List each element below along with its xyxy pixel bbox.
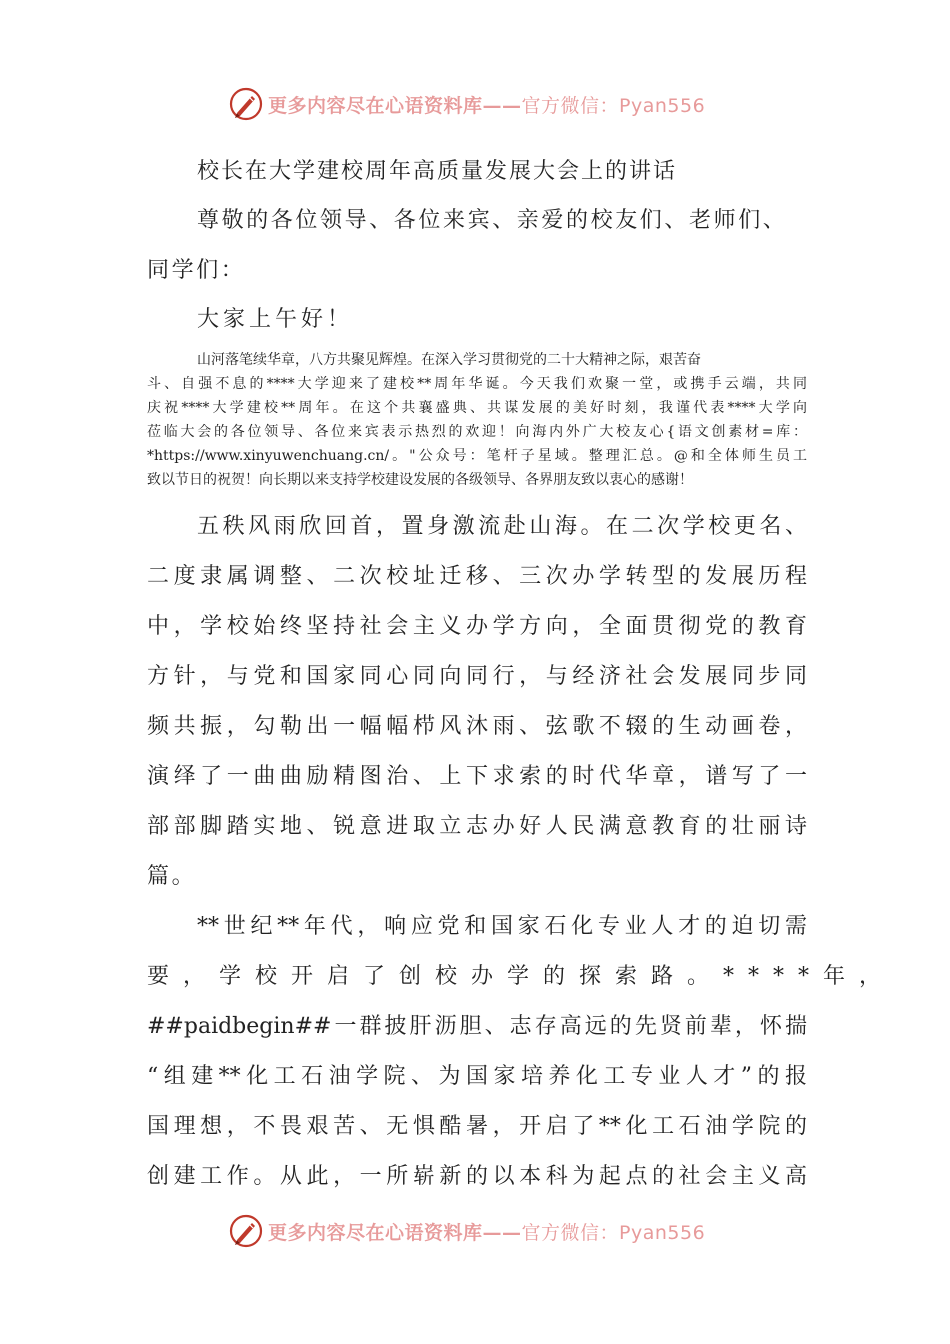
footer-banner-main: 更多内容尽在心语资料库—— — [268, 1221, 522, 1244]
header-banner — [228, 84, 748, 124]
salutation-line-2: 同学们： — [147, 258, 246, 283]
footer-banner-text — [268, 1218, 705, 1245]
document-body — [147, 148, 896, 1202]
para1-line: 五秩风雨欣回首，置身激流赴山海。在二次学校更名、 — [197, 514, 807, 539]
intro-line: 庆祝****大学建校**周年。在这个共襄盛典、共谋发展的美好时刻，我谨代表****大学向 — [147, 400, 807, 416]
para2-line: 创建工作。从此，一所崭新的以本科为起点的社会主义高 — [147, 1164, 807, 1189]
footer-banner — [228, 1211, 748, 1251]
intro-line: 致以节日的祝贺！向长期以来支持学校建设发展的各级领导、各界朋友致以衷心的感谢！ — [147, 472, 693, 488]
header-banner-main: 更多内容尽在心语资料库—— — [268, 94, 522, 117]
para1-line: 二度隶属调整、二次校址迁移、三次办学转型的发展历程 — [147, 564, 807, 589]
para2-line: ##paidbegin##一群披肝沥胆、志存高远的先贤前辈，怀揣 — [147, 1014, 807, 1039]
intro-line: *https://www.xinyuwenchuang.cn/。"公众号：笔杆子星域。整理汇总。@和全体师生员工 — [147, 448, 807, 464]
document-title: 校长在大学建校周年高质量发展大会上的讲话 — [197, 159, 678, 184]
para2-line: “组建**化工石油学院、为国家培养化工专业人才”的报 — [147, 1064, 807, 1089]
pen-logo-icon — [228, 1213, 264, 1249]
intro-paragraph — [147, 348, 807, 492]
intro-line: 斗、自强不息的****大学迎来了建校**周年华诞。今天我们欢聚一堂，或携手云端，共同 — [147, 376, 807, 392]
header-banner-id: Pyan556 — [619, 94, 706, 117]
para1-line: 方针，与党和国家同心同向同行，与经济社会发展同步同 — [147, 664, 807, 689]
para1-line: 频共振，勾勒出一幅幅栉风沐雨、弦歌不辍的生动画卷， — [147, 714, 807, 739]
para2-line: **世纪**年代，响应党和国家石化专业人才的迫切需 — [197, 914, 807, 939]
para1-line: 部部脚踏实地、锐意进取立志办好人民满意教育的壮丽诗 — [147, 814, 807, 839]
pen-logo-icon — [228, 86, 264, 122]
intro-line: 莅临大会的各位领导、各位来宾表示热烈的欢迎！向海内外广大校友心{语文创素材=库： — [147, 424, 807, 440]
header-banner-label: 官方微信： — [521, 94, 620, 117]
para1-line: 中，学校始终坚持社会主义办学方向，全面贯彻党的教育 — [147, 614, 807, 639]
header-banner-text — [268, 91, 705, 118]
para2-line: 国理想，不畏艰苦、无惧酷暑，开启了**化工石油学院的 — [147, 1114, 807, 1139]
para2-line: 要，学校开启了创校办学的探索路。****年， — [147, 964, 896, 989]
footer-banner-label: 官方微信： — [521, 1221, 620, 1244]
footer-banner-id: Pyan556 — [619, 1221, 706, 1244]
greeting: 大家上午好！ — [197, 307, 354, 332]
salutation-line-1: 尊敬的各位领导、各位来宾、亲爱的校友们、老师们、 — [197, 208, 788, 233]
intro-line: 山河落笔续华章，八方共聚见辉煌。在深入学习贯彻党的二十大精神之际，艰苦奋 — [197, 352, 701, 368]
para1-line: 演绎了一曲曲励精图治、上下求索的时代华章，谱写了一 — [147, 764, 807, 789]
para1-line: 篇。 — [147, 864, 197, 889]
